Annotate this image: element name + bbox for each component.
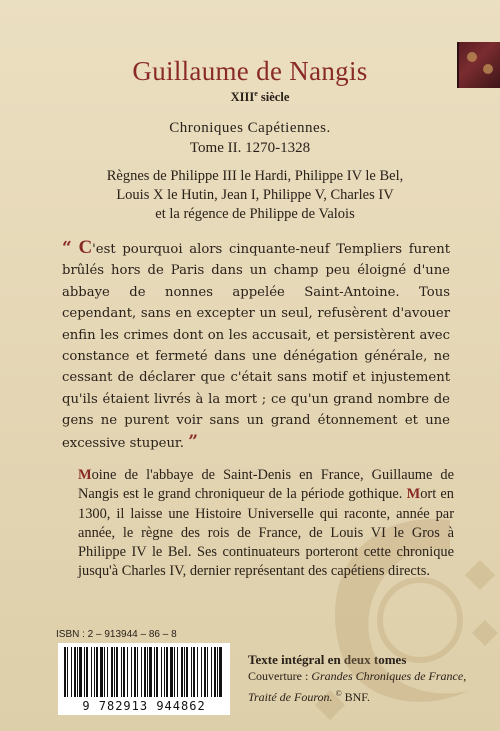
barcode-bar bbox=[174, 647, 175, 697]
barcode-bar bbox=[131, 647, 132, 697]
barcode-bar bbox=[156, 647, 158, 697]
barcode-bar bbox=[134, 647, 136, 697]
barcode-bar bbox=[154, 647, 155, 697]
barcode-bar bbox=[111, 647, 113, 697]
barcode-bar bbox=[201, 647, 202, 697]
barcode-bar bbox=[114, 647, 115, 697]
barcode-number: 9 782913 944862 bbox=[82, 699, 206, 713]
barcode-bar bbox=[91, 647, 92, 697]
barcode-bar bbox=[207, 647, 208, 697]
quote-initial: C bbox=[78, 237, 93, 258]
edition-label: Texte intégral en deux tomes bbox=[248, 652, 407, 667]
barcode-bar bbox=[181, 647, 183, 697]
reigns-line: Règnes de Philippe III le Hardi, Philippe IV le Bel, bbox=[106, 168, 404, 184]
bio-initial: M bbox=[78, 467, 92, 483]
series-title: Chroniques Capétiennes. bbox=[169, 120, 331, 136]
barcode-bar bbox=[193, 647, 195, 697]
barcode-bar bbox=[177, 647, 178, 697]
bio-text: oine de l'abbaye de Saint-Denis en France, Guillaume de Nangis est le grand chroniqueur de la période gothique. bbox=[78, 467, 454, 503]
barcode-bar bbox=[219, 647, 222, 697]
bio-text: ort en 1300, il laisse une Histoire Universelle qui raconte, année par année, le règne des rois de France, de Louis VI le Gros à Philippe IV le Bel. Ses continuateurs porteront cette chronique jusqu'à Charles IV, dernier représentant des capétiens directs. bbox=[78, 486, 455, 580]
barcode-bar bbox=[94, 647, 95, 697]
reigns-line: Louis X le Hutin, Jean I, Philippe V, Charles IV bbox=[116, 187, 394, 203]
quote-text: 'est pourquoi alors cinquante-neuf Templiers furent brûlés hors de Paris dans un champ peu éloigné d'une abbaye de nonnes appelée Saint-Antoine. Tous cependant, sans en excepter un seul, refusèrent d'avouer enfin les crimes dont on les accusait, et persistèrent avec constance et fermeté dans une dénégation générale, ne cessant de déclarer que c'était sans motif et injustement qu'ils étaient livrés à la mort ; ce qu'un grand nombre de gens ne purent voir sans un grand étonnement et une excessive stupeur. bbox=[62, 242, 450, 451]
barcode-bar bbox=[184, 647, 185, 697]
barcode-bar bbox=[74, 647, 76, 697]
barcode-bar bbox=[197, 647, 198, 697]
barcode-bar bbox=[77, 647, 78, 697]
barcode-bar bbox=[166, 647, 168, 697]
barcode-bar bbox=[211, 647, 212, 697]
barcode-bar bbox=[96, 647, 98, 697]
barcode-bar bbox=[104, 647, 105, 697]
author-biography bbox=[78, 466, 454, 582]
chronicle-quote bbox=[62, 237, 450, 454]
barcode-bar bbox=[121, 647, 122, 697]
barcode-bar bbox=[164, 647, 165, 697]
barcode-bar bbox=[149, 647, 152, 697]
isbn-number: ISBN : 2 – 913944 – 86 – 8 bbox=[56, 629, 177, 640]
barcode-bar bbox=[86, 647, 88, 697]
barcode-bar bbox=[79, 647, 82, 697]
barcode-bar bbox=[204, 647, 206, 697]
tome-label: Tome II. 1270-1328 bbox=[189, 140, 311, 156]
reigns-line: et la régence de Philippe de Valois bbox=[155, 206, 355, 222]
cover-artwork-title: Grandes Chroniques de France, Traité de Fouron. bbox=[248, 669, 467, 704]
open-quote-mark: “ bbox=[62, 238, 72, 258]
barcode-bar bbox=[116, 647, 118, 697]
barcode-bar bbox=[123, 647, 125, 697]
reigns-list bbox=[60, 167, 450, 224]
barcode-bar bbox=[84, 647, 85, 697]
barcode-bar bbox=[214, 647, 216, 697]
barcode-bar bbox=[64, 647, 66, 697]
barcode-bar bbox=[147, 647, 148, 697]
barcode-bar bbox=[67, 647, 68, 697]
close-quote-mark: ” bbox=[188, 431, 198, 452]
barcode-bar bbox=[191, 647, 192, 697]
barcode-bar bbox=[144, 647, 146, 697]
bio-initial: M bbox=[406, 486, 421, 503]
barcode bbox=[58, 643, 230, 715]
barcode-bar bbox=[161, 647, 162, 697]
barcode-bar bbox=[217, 647, 218, 697]
cover-credits: Couverture : Grandes Chroniques de France, Traité de Fouron. © BNF. bbox=[248, 669, 467, 704]
barcode-bar bbox=[71, 647, 72, 697]
barcode-bar bbox=[107, 647, 108, 697]
author-title: Guillaume de Nangis bbox=[132, 56, 368, 86]
barcode-bar bbox=[170, 647, 173, 697]
barcode-bar bbox=[127, 647, 128, 697]
barcode-bar bbox=[100, 647, 103, 697]
century-label: XIIIe siècle bbox=[230, 89, 290, 105]
barcode-bars bbox=[62, 647, 226, 697]
barcode-bar bbox=[186, 647, 188, 697]
barcode-bar bbox=[141, 647, 142, 697]
barcode-bar bbox=[137, 647, 138, 697]
